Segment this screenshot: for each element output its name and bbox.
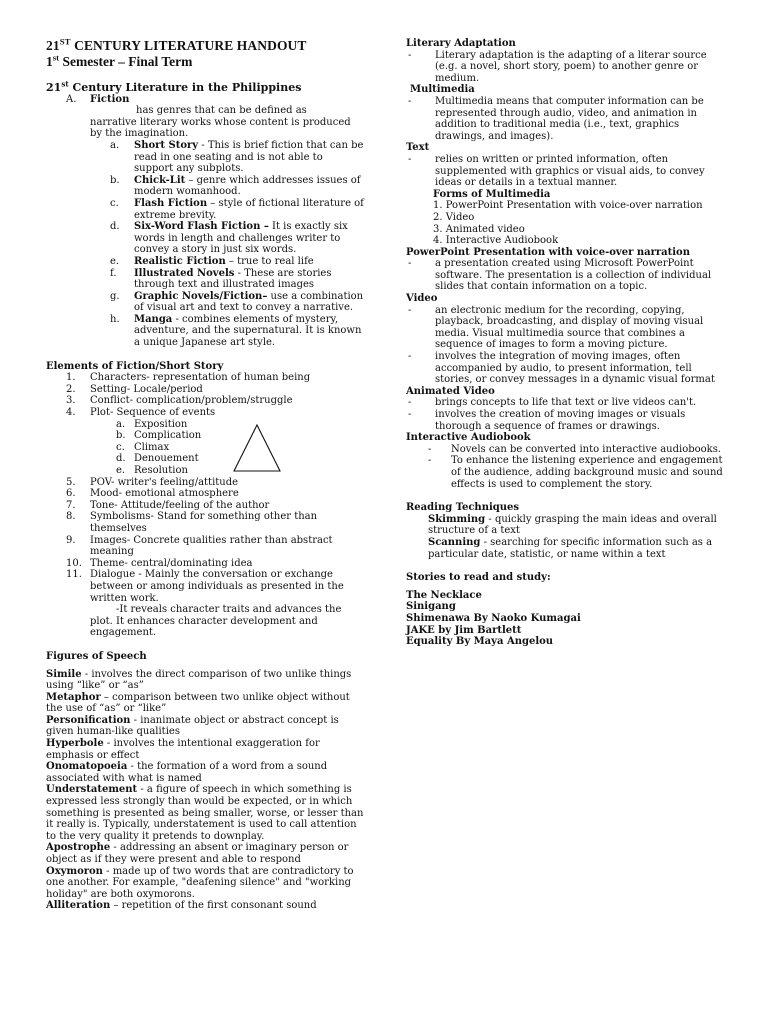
genre-term: Short Story: [134, 139, 199, 151]
figure-separator: –: [110, 900, 122, 912]
genre-description: style of fictional literature of extreme brevity.: [134, 197, 364, 221]
genre-description: This is brief fiction that can be read in one seating and is not able to support any subplots.: [134, 139, 364, 175]
list-marker: -: [428, 443, 432, 455]
list-text: Theme- central/dominating idea: [90, 557, 253, 569]
genre-separator: –: [207, 197, 219, 209]
elements-list-part2: [46, 477, 364, 605]
genre-text: [134, 268, 364, 291]
section-heading-philippines: 21st Century Literature in the Philippines: [46, 79, 302, 94]
figure-separator: -: [103, 738, 114, 750]
genre-term: Six-Word Flash Fiction –: [134, 221, 269, 233]
figure-description: the formation of a word from a sound associated with what is named: [46, 761, 328, 784]
semester-subtitle: 1st Semester – Final Term: [46, 52, 193, 69]
forms-list: [433, 200, 724, 246]
list-text: Climax: [134, 441, 170, 453]
element-item: [66, 535, 364, 558]
figure-separator: -: [127, 761, 138, 773]
list-text: Conflict- complication/problem/struggle: [90, 395, 293, 407]
genre-separator: -: [234, 267, 245, 279]
text-item: - relies on written or printed information, often supplemented with graphics or visual aids, to convey ideas or details in a textual manner.: [408, 153, 705, 189]
audiobook-item: [428, 444, 724, 456]
list-marker: 5.: [66, 476, 76, 488]
genre-separator: -: [172, 313, 183, 325]
figure-separator: -: [130, 714, 141, 726]
ppt-heading: PowerPoint Presentation with voice-over narration: [406, 246, 690, 258]
form-item: 4. Interactive Audiobook: [433, 235, 559, 247]
form-item: 2. Video: [433, 211, 475, 223]
genre-term: Flash Fiction: [134, 197, 208, 209]
figure-separator: -: [110, 842, 120, 854]
genre-description: It is exactly six words in length and challenges writer to convey a story in just six words.: [134, 221, 348, 256]
list-text: a presentation created using Microsoft PowerPoint software. The presentation is a collection of individual slides that contain information on a topic.: [435, 258, 712, 293]
list-text: To enhance the listening experience and engagement of the audience, adding background music and sound effects is used to complement the story.: [451, 455, 723, 490]
list-text: brings concepts to life that text or live videos can't.: [435, 397, 697, 409]
figures-list: [46, 669, 364, 912]
story-title: Shimenawa By Naoko Kumagai: [406, 612, 581, 624]
video-item: [406, 305, 724, 351]
literary-adaptation-item: - Literary adaptation is the adapting of a literar source (e.g. a novel, short story, poem) to another genre or medium.: [408, 49, 707, 84]
figure-separator: –: [100, 691, 113, 703]
animated-video-list: [406, 397, 724, 432]
list-marker: 3.: [66, 395, 76, 407]
genre-description: These are stories through text and illustrated images: [134, 267, 332, 291]
list-marker: g.: [110, 290, 120, 302]
genre-description: genre which addresses issues of modern womanhood.: [134, 174, 361, 198]
reading-techniques-heading: Reading Techniques: [406, 502, 520, 514]
document-title: 21ST CENTURY LITERATURE HANDOUT: [46, 36, 307, 53]
element-item: [66, 488, 364, 500]
figure-of-speech-item: [46, 866, 364, 901]
list-marker: 7.: [66, 499, 76, 511]
element-item: [66, 500, 364, 512]
animated-video-heading: Animated Video: [406, 385, 495, 397]
genre-separator: -: [198, 139, 208, 151]
list-text: Dialogue - Mainly the conversation or exchange between or among individuals as presented in the written work.: [90, 569, 344, 604]
animated-video-item: [406, 397, 724, 409]
list-marker: -: [408, 351, 412, 363]
figure-term: Hyperbole: [46, 738, 104, 750]
list-marker: 4.: [66, 407, 76, 419]
ppt-item: [406, 258, 724, 293]
audiobook-item: [428, 455, 724, 490]
figure-description: addressing an absent or imaginary person or object as if they were present and able to respond: [46, 842, 349, 865]
fiction-heading-row: A. Fiction: [66, 94, 364, 106]
list-text: Setting- Locale/period: [90, 383, 203, 395]
figure-separator: -: [137, 784, 147, 796]
figure-description: involves the direct comparison of two unlike things using “like” or “as”: [46, 668, 352, 692]
text-heading: Text: [406, 142, 430, 154]
genre-item: [110, 198, 364, 221]
multimedia-heading: Multimedia: [410, 84, 475, 96]
genre-separator: –: [225, 255, 238, 267]
genre-text: [134, 256, 364, 268]
list-marker: 8.: [66, 511, 76, 523]
genre-separator: –: [185, 174, 197, 186]
figure-term: Alliteration: [46, 900, 111, 912]
figure-of-speech-item: [46, 761, 364, 784]
fiction-genres-list: [46, 140, 364, 349]
element-item: [66, 395, 364, 407]
list-marker: -: [408, 397, 412, 409]
figure-description: made up of two words that are contradictory to one another. For example, "deafening silence" and "working holiday" are both oxymorons.: [46, 865, 354, 900]
video-list: [406, 305, 724, 386]
left-column: [46, 38, 364, 912]
reading-technique-item: [428, 514, 724, 537]
technique-description: searching for specific information such as a particular date, statistic, or name within a text: [428, 536, 713, 560]
plot-parts-list: [46, 419, 364, 477]
dialogue-note-line2: plot. It enhances character development and engagement.: [90, 615, 318, 639]
list-marker: 10.: [66, 557, 82, 569]
figure-description: comparison between two unlike object without the use of “as” or “like”: [46, 691, 350, 715]
element-item: [66, 569, 364, 604]
figure-separator: -: [102, 865, 113, 877]
genre-description: true to real life: [237, 255, 314, 267]
figure-of-speech-item: [46, 738, 364, 761]
list-marker: e.: [110, 255, 120, 267]
right-column: [406, 38, 724, 648]
genre-item: [110, 140, 364, 175]
list-marker: b.: [116, 430, 126, 442]
fiction-description-line1: has genres that can be defined as: [136, 105, 307, 117]
fiction-description-line2: narrative literary works whose content is produced by the imagination.: [90, 116, 351, 140]
list-marker: 6.: [66, 488, 76, 500]
forms-of-multimedia-heading: Forms of Multimedia: [433, 188, 551, 200]
interactive-audiobook-heading: Interactive Audiobook: [406, 432, 531, 444]
element-item: [66, 384, 364, 396]
story-title: The Necklace: [406, 589, 482, 601]
technique-description: quickly grasping the main ideas and overall structure of a text: [428, 513, 717, 537]
dialogue-note-line1: -It reveals character traits and advances the: [116, 604, 342, 616]
figure-description: inanimate object or abstract concept is given human-like qualities: [46, 714, 339, 738]
list-marker: c.: [110, 197, 119, 209]
genre-item: [110, 175, 364, 198]
literary-adaptation-heading: Literary Adaptation: [406, 38, 516, 49]
figure-term: Understatement: [46, 784, 138, 796]
element-item: [66, 477, 364, 489]
list-marker: a.: [110, 139, 120, 151]
form-item: 3. Animated video: [433, 223, 525, 235]
figures-heading: Figures of Speech: [46, 650, 147, 662]
list-text: Resolution: [134, 465, 188, 476]
multimedia-item: - Multimedia means that computer information can be represented through audio, video, and animation in addition to traditional media (i.e., text, graphics drawings, and images).: [408, 95, 704, 142]
elements-heading: Elements of Fiction/Short Story: [46, 360, 224, 372]
list-marker: 1.: [66, 372, 76, 384]
figure-description: involves the intentional exaggeration for emphasis or effect: [46, 738, 320, 761]
figure-of-speech-item: [46, 784, 364, 842]
figure-of-speech-item: [46, 669, 364, 692]
list-text: Exposition: [134, 418, 188, 430]
technique-separator: -: [485, 513, 495, 525]
genre-term: Illustrated Novels: [134, 267, 235, 279]
figure-term: Metaphor: [46, 691, 101, 703]
list-marker: 2.: [66, 383, 76, 395]
elements-list-part1: [46, 372, 364, 418]
genre-term: Chick-Lit: [134, 174, 186, 186]
genre-term: Manga: [134, 313, 173, 325]
list-marker: -: [408, 409, 412, 420]
stories-list: [406, 590, 724, 648]
list-marker: 9.: [66, 534, 76, 546]
figure-separator: -: [81, 668, 92, 680]
technique-term: Skimming: [428, 513, 486, 525]
list-text: an electronic medium for the recording, copying, playback, broadcasting, and display of moving visual media. Visual multimedia source that combines a sequence of images to form a moving picture.: [435, 304, 704, 351]
list-marker: 11.: [66, 569, 82, 581]
fiction-heading: Fiction: [90, 93, 130, 105]
list-text: Denouement: [134, 453, 199, 465]
story-title: JAKE by Jim Bartlett: [406, 624, 522, 636]
element-item: [66, 407, 364, 419]
genre-item: [110, 268, 364, 291]
list-marker: -: [408, 304, 412, 316]
list-text: Characters- representation of human being: [90, 372, 311, 384]
technique-separator: -: [480, 536, 491, 548]
list-marker: -: [408, 258, 412, 270]
ppt-list: [406, 258, 724, 293]
list-text: POV- writer's feeling/attitude: [90, 476, 239, 488]
genre-item: [110, 291, 364, 314]
plot-triangle-diagram: [232, 423, 282, 473]
video-item: [406, 351, 724, 386]
genre-text: [134, 291, 364, 314]
list-text: Plot- Sequence of events: [90, 407, 216, 419]
list-marker: f.: [110, 267, 117, 279]
genre-item: [110, 221, 364, 256]
genre-item: [110, 314, 364, 349]
genre-text: [134, 140, 364, 175]
list-text: Images- Concrete qualities rather than abstract meaning: [90, 534, 333, 558]
genre-term: Realistic Fiction: [134, 255, 226, 267]
figure-description: a figure of speech in which something is expressed less strongly than would be expected, or in which something is presented as being smaller, worse, or lesser than it really is. Typically, understatement is used to call attention to the very quality it pretends to downplay.: [46, 784, 364, 842]
list-text: involves the integration of moving images, often accompanied by audio, to present information, tell stories, or convey messages in a dynamic visual format: [435, 351, 715, 386]
video-heading: Video: [406, 293, 438, 305]
figure-of-speech-item: [46, 900, 364, 912]
list-text: Novels can be converted into interactive audiobooks.: [451, 443, 722, 455]
genre-term: Graphic Novels/Fiction–: [134, 290, 268, 302]
list-marker: a.: [116, 418, 126, 430]
genre-text: [134, 221, 364, 256]
list-text: Complication: [134, 430, 202, 442]
technique-term: Scanning: [428, 536, 481, 548]
reading-technique-item: [428, 537, 724, 560]
list-text: involves the creation of moving images or visuals thorough a sequence of frames or drawings.: [435, 409, 686, 432]
genre-item: [110, 256, 364, 268]
story-title: Sinigang: [406, 601, 456, 613]
figure-of-speech-item: [46, 692, 364, 715]
story-title: Equality By Maya Angelou: [406, 636, 554, 648]
figure-term: Apostrophe: [46, 842, 111, 854]
form-item: 1. PowerPoint Presentation with voice-over narration: [433, 200, 703, 212]
genre-text: [134, 198, 364, 221]
genre-description: combines elements of mystery, adventure, and the supernatural. It is known a unique Japanese art style.: [134, 313, 362, 349]
element-item: [66, 511, 364, 534]
audiobook-list: [406, 444, 724, 490]
list-marker: d.: [116, 453, 126, 465]
figure-of-speech-item: [46, 842, 364, 865]
animated-video-item: [406, 409, 724, 432]
list-marker: h.: [110, 313, 120, 325]
list-text: Mood- emotional atmosphere: [90, 488, 239, 500]
list-text: Symbolisms- Stand for something other than themselves: [90, 511, 318, 534]
list-text: Tone- Attitude/feeling of the author: [90, 499, 270, 511]
figure-term: Simile: [46, 668, 82, 680]
genre-description: use a combination of visual art and text to convey a narrative.: [134, 290, 364, 314]
list-marker: -: [428, 455, 432, 467]
element-item: [66, 558, 364, 570]
genre-text: [134, 314, 364, 349]
stories-heading: Stories to read and study:: [406, 572, 551, 584]
list-marker: b.: [110, 174, 120, 186]
list-marker: e.: [116, 465, 126, 476]
figure-term: Oxymoron: [46, 865, 103, 877]
list-marker: d.: [110, 221, 120, 233]
element-item: [66, 372, 364, 384]
reading-techniques-list: [428, 514, 724, 560]
figure-term: Personification: [46, 714, 131, 726]
figure-term: Onomatopoeia: [46, 761, 128, 773]
list-marker: c.: [116, 441, 125, 453]
plot-parts-block: [46, 419, 364, 477]
figure-description: repetition of the first consonant sound: [121, 900, 317, 912]
figure-of-speech-item: [46, 715, 364, 738]
genre-text: [134, 175, 364, 198]
